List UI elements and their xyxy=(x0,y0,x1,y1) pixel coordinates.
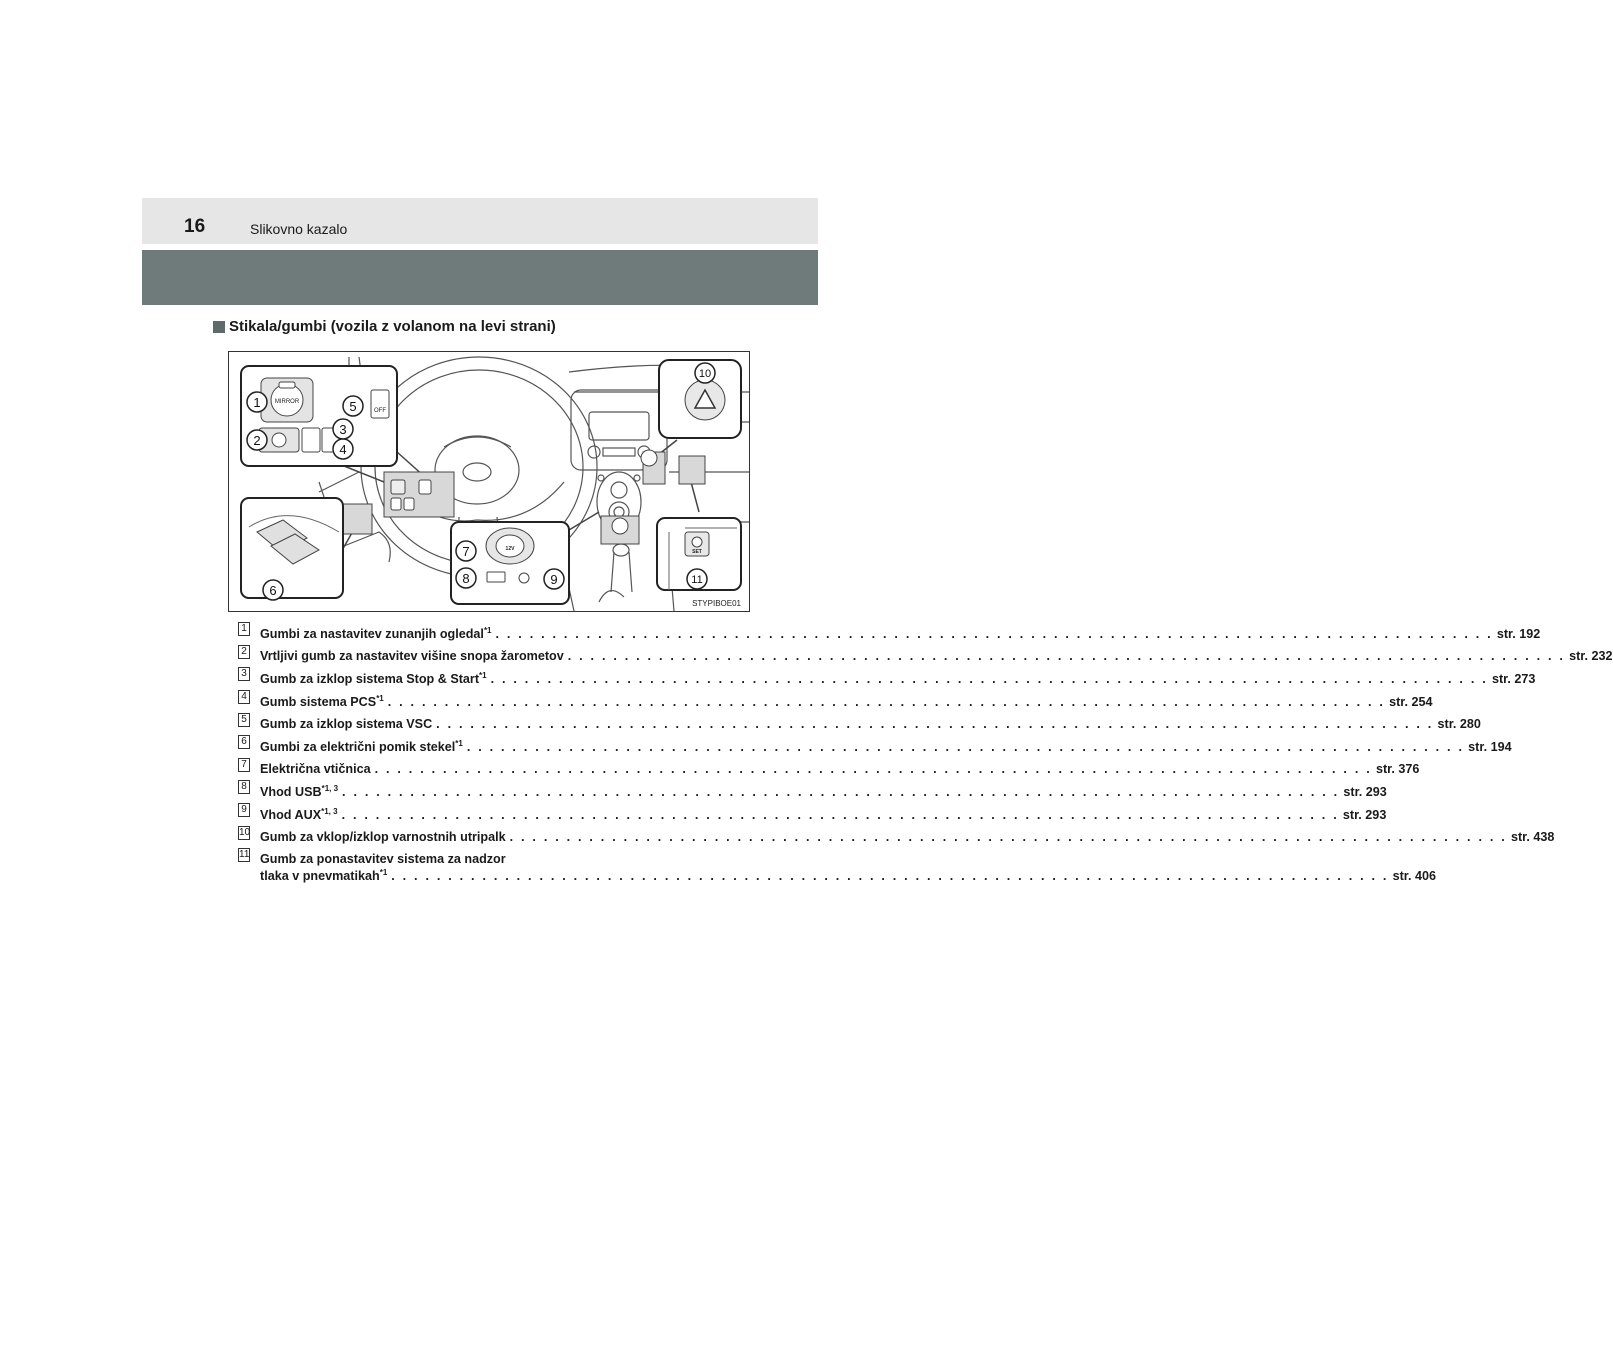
callout-3-text: 3 xyxy=(339,422,347,437)
tpms-set-label: SET xyxy=(692,549,702,555)
item-number: 9 xyxy=(238,803,250,817)
list-item xyxy=(238,714,1481,731)
item-number: 4 xyxy=(238,690,250,704)
section-heading-text: Stikala/gumbi (vozila z volanom na levi strani) xyxy=(229,318,556,335)
item-number: 8 xyxy=(238,780,250,794)
page-reference[interactable]: str. 438 xyxy=(1510,830,1555,844)
callout-5-text: 5 xyxy=(349,399,357,414)
mirror-switch-label: MIRROR xyxy=(274,399,300,405)
item-footnote: *1 xyxy=(479,671,487,680)
list-item xyxy=(238,827,1555,844)
section-bar xyxy=(142,250,818,305)
item-number: 7 xyxy=(238,758,250,772)
item-label: Gumb za izklop sistema Stop & Start xyxy=(260,672,480,686)
page-reference[interactable]: str. 280 xyxy=(1437,717,1481,731)
running-title: Slikovno kazalo xyxy=(250,221,348,237)
callout-8-text: 8 xyxy=(462,571,470,586)
item-label: Gumb za ponastavitev sistema za nadzor xyxy=(260,852,506,866)
list-item xyxy=(238,804,1387,822)
page-reference[interactable]: str. 273 xyxy=(1491,672,1536,686)
item-number: 2 xyxy=(238,645,250,659)
item-number: 10 xyxy=(239,827,251,838)
page-reference[interactable]: str. 232 xyxy=(1569,649,1613,663)
item-footnote: *1 xyxy=(455,739,463,748)
item-label: Gumbi za nastavitev zunanjih ogledal xyxy=(260,627,484,641)
item-label: Gumb za izklop sistema VSC xyxy=(260,717,433,731)
item-label: Gumb sistema PCS xyxy=(260,695,377,709)
item-number: 11 xyxy=(239,849,250,860)
item-footnote: *1 xyxy=(483,626,492,635)
callout-7-text: 7 xyxy=(462,544,470,559)
list-item xyxy=(238,759,1420,776)
list-item xyxy=(238,849,1437,883)
item-label: Električna vtičnica xyxy=(260,762,371,776)
power-outlet-label: 12V xyxy=(505,546,515,552)
list-item xyxy=(238,781,1387,799)
item-label: Vrtljivi gumb za nastavitev višine snopa žarometov xyxy=(260,649,564,663)
callout-11-text: 11 xyxy=(691,574,703,586)
heading-square-icon xyxy=(213,321,225,333)
list-item xyxy=(238,736,1512,754)
callout-10-text: 10 xyxy=(698,368,712,380)
page-reference[interactable]: str. 192 xyxy=(1496,627,1541,641)
callout-9-text: 9 xyxy=(550,572,558,587)
item-label: Gumbi za električni pomik stekel xyxy=(260,740,456,754)
item-label: Gumb za vklop/izklop varnostnih utripalk xyxy=(260,830,506,844)
item-footnote: *1, 3 xyxy=(321,807,338,816)
callout-6-text: 6 xyxy=(269,583,277,598)
item-footnote: *1 xyxy=(376,694,384,703)
item-number: 5 xyxy=(238,713,250,727)
page-reference[interactable]: str. 194 xyxy=(1468,740,1512,754)
item-footnote: *1, 3 xyxy=(321,784,339,793)
item-number: 6 xyxy=(238,735,250,749)
item-list xyxy=(238,623,1613,891)
item-label-line-2: tlaka v pnevmatikah xyxy=(260,869,380,883)
dashboard-drawing xyxy=(229,352,749,611)
callout-4-text: 4 xyxy=(339,442,347,457)
callout-2-text: 2 xyxy=(253,433,261,448)
item-number: 3 xyxy=(238,667,250,681)
list-item xyxy=(238,646,1613,663)
figure-code: STYPIBOE01 xyxy=(692,599,741,608)
list-item xyxy=(238,691,1433,709)
item-label: Vhod AUX xyxy=(260,808,322,822)
page-reference[interactable]: str. 254 xyxy=(1389,695,1433,709)
callout-1-text: 1 xyxy=(253,395,261,410)
item-number: 1 xyxy=(238,622,250,636)
dashboard-illustration xyxy=(228,351,750,612)
page-number: 16 xyxy=(184,216,206,237)
page-reference[interactable]: str. 293 xyxy=(1343,785,1387,799)
page-reference[interactable]: str. 376 xyxy=(1375,762,1420,776)
list-item xyxy=(238,623,1541,641)
header-bar xyxy=(142,198,818,244)
vsc-off-label: OFF xyxy=(374,408,386,414)
item-label: Vhod USB xyxy=(260,785,322,799)
page-reference[interactable]: str. 406 xyxy=(1392,869,1437,883)
list-item xyxy=(238,668,1536,686)
page-reference[interactable]: str. 293 xyxy=(1342,808,1387,822)
section-heading xyxy=(213,318,556,335)
item-footnote: *1 xyxy=(379,868,388,877)
